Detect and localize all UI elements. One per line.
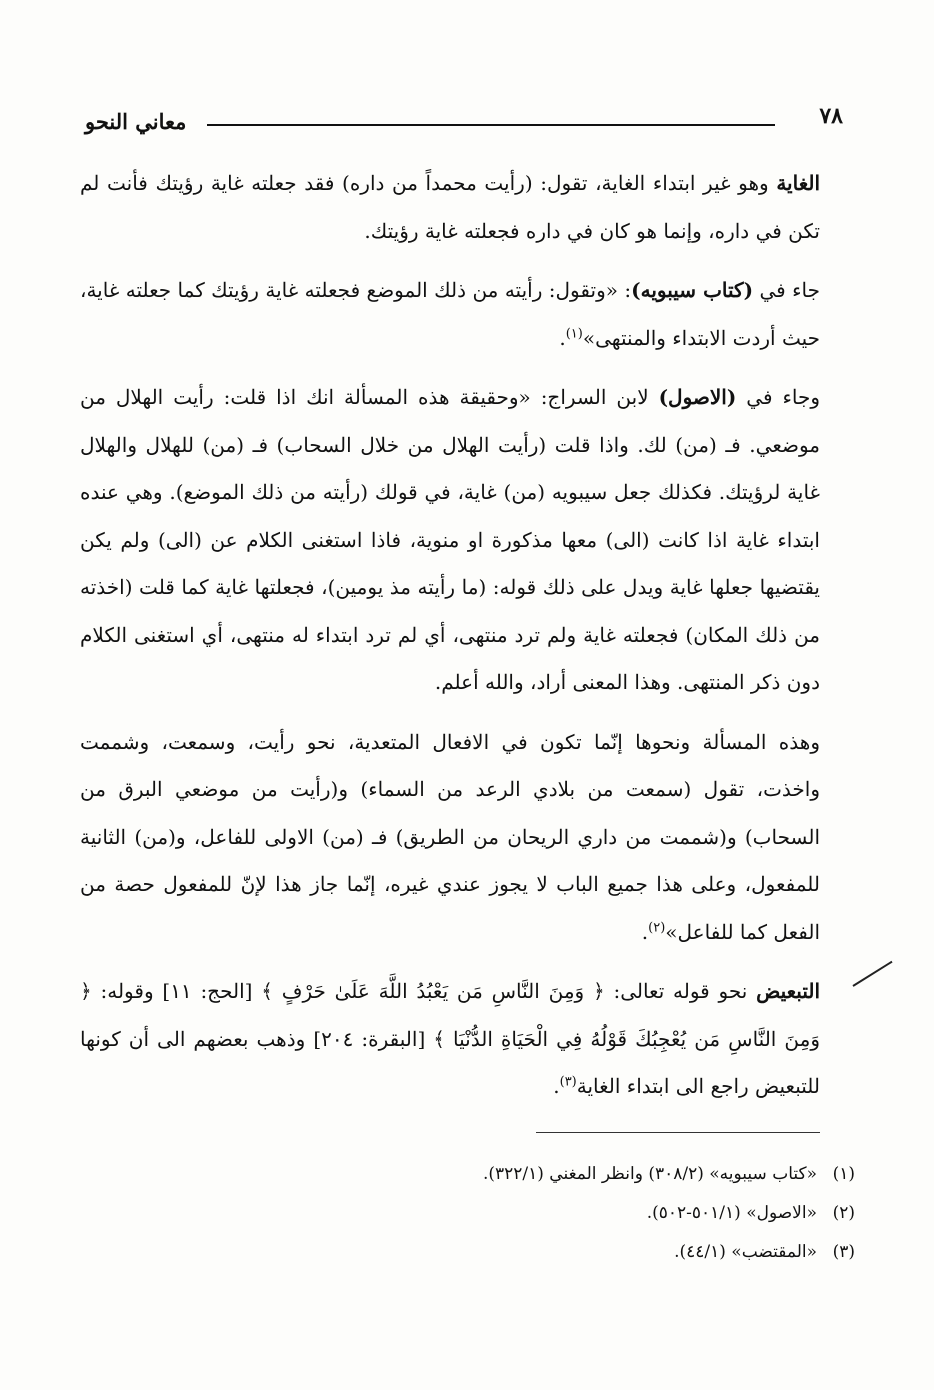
footnote-item xyxy=(300,1233,855,1272)
paragraph-text: وهذه المسألة ونحوها إنّما تكون في الافعال المتعدية، نحو رأيت، وسمعت، وشممت واخذت، تقول (سمعت من بلادي الرعد من السماء) و(رأيت من موضعي البرق من السحاب) و(شممت من داري الريحان من الطريق) فـ (من) الاولى للفاعل، و(من) الثانية للمفعول، وعلى هذا جميع الباب لا يجوز عندي غيره، إنّما جاز هذا لإنّ للمفعول حصة من الفعل كما للفاعل» xyxy=(80,729,820,944)
main-text xyxy=(80,160,820,1123)
paragraph-pre: وجاء في xyxy=(736,385,820,409)
page-number: ٧٨ xyxy=(819,103,843,129)
paragraph-pre: جاء في xyxy=(753,278,820,302)
paragraph-3 xyxy=(80,374,820,707)
paragraph-lead: التبعيض xyxy=(756,979,821,1003)
footnote-number: (٢) xyxy=(832,1203,855,1223)
margin-pencil-mark xyxy=(852,961,892,987)
paragraph-text: وهو غير ابتداء الغاية، تقول: (رأيت محمداً من داره) فقد جعلته غاية رؤيتك فأنت لم تكن في داره، وإنما هو كان في داره فجعلته غاية رؤيتك. xyxy=(80,171,820,243)
footnote-text: «كتاب سيبويه» (٣٠٨/٢) وانظر المغني (٣٢٢/١). xyxy=(482,1164,817,1184)
paragraph-post: . xyxy=(559,325,566,350)
footnote-number: (١) xyxy=(832,1164,855,1184)
paragraph-2 xyxy=(80,267,820,362)
paragraph-1 xyxy=(80,160,820,255)
header-rule xyxy=(207,124,775,126)
book-reference: (الاصول) xyxy=(658,385,737,409)
paragraph-5 xyxy=(80,968,820,1111)
paragraph-post: . xyxy=(641,919,649,944)
running-title: معاني النحو xyxy=(85,109,187,134)
paragraph-text: نحو قوله تعالى: ﴿ وَمِنَ النَّاسِ مَن يَعْبُدُ اللَّهَ عَلَىٰ حَرْفٍ ﴾ [الحج: ١١] وقوله: ﴿ وَمِنَ النَّاسِ مَن يُعْجِبُكَ قَوْلُهُ فِي الْحَيَاةِ الدُّنْيَا ﴾ [البقرة: ٢٠٤] وذهب بعضهم الى أن كونها للتبعيض راجع الى ابتداء الغاية xyxy=(80,979,820,1098)
footnote-separator xyxy=(536,1132,820,1133)
footnote-marker: (٢) xyxy=(648,919,666,935)
footnote-item xyxy=(300,1155,855,1194)
footnote-marker: (١) xyxy=(565,325,583,341)
footnote-marker: (٣) xyxy=(559,1074,577,1090)
paragraph-lead: الغاية xyxy=(776,171,820,195)
paragraph-text: : «وتقول: رأيته من ذلك الموضع فجعلته غاية رؤيتك كما جعلته غاية، حيث أردت الابتداء والمنتهى» xyxy=(80,278,820,350)
footnote-text: «المقتضب» (٤٤/١). xyxy=(674,1242,817,1262)
page-header xyxy=(85,103,845,143)
paragraph-4 xyxy=(80,719,820,957)
paragraph-text: لابن السراج: «وحقيقة هذه المسألة انك اذا قلت: رأيت الهلال من موضعي. فـ (من) لك. واذا قلت (رأيت الهلال من خلال السحاب) فـ (من) للهلال والهلال غاية لرؤيتك. فكذلك جعل سيبويه (من) غاية، في قولك (رأيته من ذلك الموضع). وهي عنده ابتداء غاية اذا كانت (الى) معها مذكورة او منوية، فاذا استغنى الكلام عن (الى) ولم يكن يقتضيها جعلها غاية ويدل على ذلك قوله: (ما رأيته مذ يومين)، فجعلتها غاية كما قلت (اخذته من ذلك المكان) فجعلته غاية ولم ترد منتهى، أي لم ترد ابتداء له منتهى، أي استغنى الكلام دون ذكر المنتهى. وهذا المعنى أراد، والله أعلم. xyxy=(80,385,820,694)
footnotes xyxy=(300,1155,855,1272)
footnote-text: «الاصول» (٥٠١/١-٥٠٢). xyxy=(646,1203,817,1223)
paragraph-post: . xyxy=(553,1074,560,1098)
footnote-item xyxy=(300,1194,855,1233)
footnote-number: (٣) xyxy=(832,1242,855,1262)
book-reference: (كتاب سيبويه) xyxy=(631,278,754,302)
